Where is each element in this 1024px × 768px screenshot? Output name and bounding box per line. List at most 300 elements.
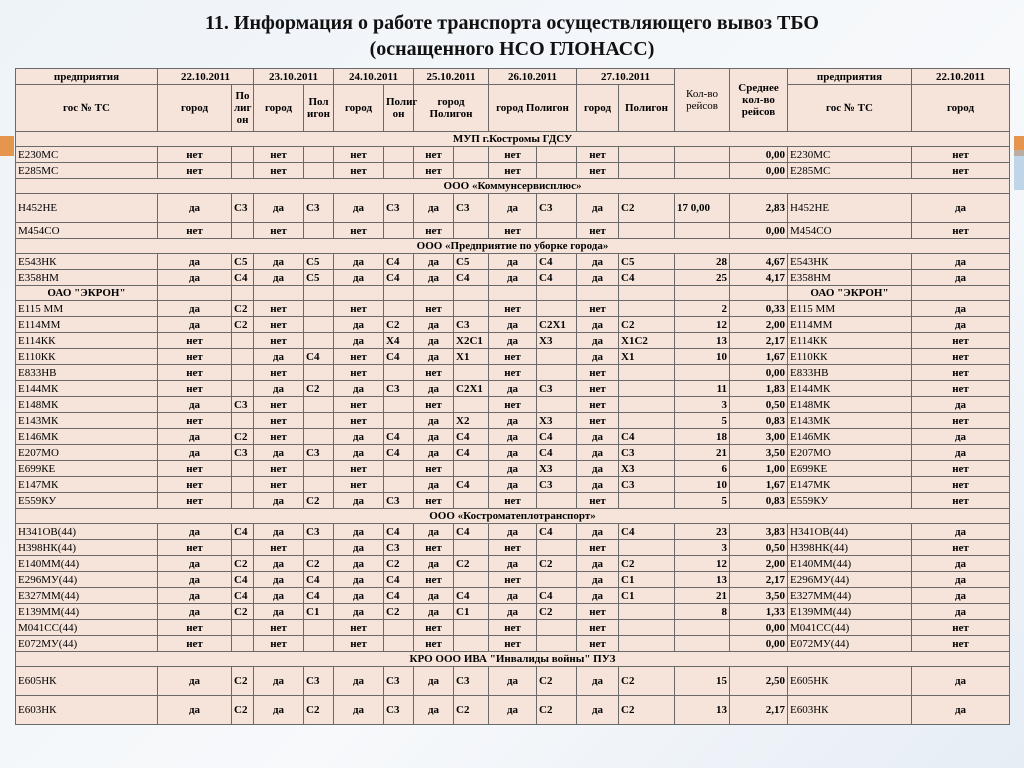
- empty-cell: [577, 286, 619, 301]
- table-cell: нет: [414, 163, 454, 179]
- table-cell: [304, 477, 334, 493]
- vehicle-number-repeat: Е115 ММ: [788, 301, 912, 317]
- table-cell: С5: [232, 254, 254, 270]
- table-cell: 2,17: [730, 572, 788, 588]
- table-cell: С2: [304, 696, 334, 725]
- vehicle-number: Е230МС: [16, 147, 158, 163]
- header-cell: 27.10.2011: [577, 69, 675, 85]
- vehicle-number: Н398НК(44): [16, 540, 158, 556]
- table-cell: нет: [254, 365, 304, 381]
- table-cell: нет: [254, 163, 304, 179]
- vehicle-number: Е833НВ: [16, 365, 158, 381]
- table-cell: нет: [577, 301, 619, 317]
- table-cell: 2: [675, 301, 730, 317]
- header-cell: гос № ТС: [788, 85, 912, 132]
- table-cell: 1,67: [730, 477, 788, 493]
- table-cell: нет: [577, 365, 619, 381]
- table-cell: Х1: [454, 349, 489, 365]
- table-cell: С5: [619, 254, 675, 270]
- table-cell: да: [912, 397, 1010, 413]
- table-cell: [384, 636, 414, 652]
- table-cell: да: [158, 667, 232, 696]
- table-cell: да: [158, 301, 232, 317]
- table-cell: [537, 540, 577, 556]
- section-row: [16, 286, 1010, 301]
- table-cell: С4: [619, 524, 675, 540]
- vehicle-number-repeat: Е543НК: [788, 254, 912, 270]
- table-cell: да: [489, 445, 537, 461]
- table-cell: нет: [489, 572, 537, 588]
- table-cell: [304, 540, 334, 556]
- table-cell: Х3: [619, 461, 675, 477]
- table-cell: С2: [454, 556, 489, 572]
- table-cell: 3,83: [730, 524, 788, 540]
- vehicle-number: Е114ММ: [16, 317, 158, 333]
- header-avg-trips: Среднее кол-во рейсов: [730, 69, 788, 132]
- table-cell: 0,50: [730, 397, 788, 413]
- table-cell: 3,00: [730, 429, 788, 445]
- table-cell: С2: [619, 556, 675, 572]
- table-cell: [384, 477, 414, 493]
- table-cell: Х2С1: [454, 333, 489, 349]
- table-cell: нет: [912, 381, 1010, 397]
- table-cell: С2: [232, 317, 254, 333]
- table-cell: нет: [414, 223, 454, 239]
- vehicle-number: Е139ММ(44): [16, 604, 158, 620]
- table-cell: [537, 397, 577, 413]
- table-cell: С3: [454, 194, 489, 223]
- table-cell: да: [577, 667, 619, 696]
- vehicle-number-repeat: Е285МС: [788, 163, 912, 179]
- table-cell: да: [912, 429, 1010, 445]
- table-cell: да: [489, 524, 537, 540]
- table-cell: [454, 493, 489, 509]
- table-cell: 2,17: [730, 333, 788, 349]
- section-row: [16, 179, 1010, 194]
- table-cell: [537, 620, 577, 636]
- empty-cell: [912, 286, 1010, 301]
- table-cell: 18: [675, 429, 730, 445]
- table-cell: нет: [912, 223, 1010, 239]
- table-cell: С3: [454, 317, 489, 333]
- vehicle-number-repeat: Е605НК: [788, 667, 912, 696]
- table-row: [16, 696, 1010, 725]
- table-cell: [675, 163, 730, 179]
- table-cell: нет: [912, 620, 1010, 636]
- table-cell: да: [414, 556, 454, 572]
- table-cell: С2: [232, 604, 254, 620]
- table-cell: [675, 636, 730, 652]
- table-cell: [232, 333, 254, 349]
- table-cell: 2,00: [730, 556, 788, 572]
- table-cell: 17 0,00: [675, 194, 730, 223]
- table-cell: С4: [384, 349, 414, 365]
- table-cell: [454, 163, 489, 179]
- table-cell: [454, 572, 489, 588]
- table-cell: [304, 317, 334, 333]
- table-cell: да: [489, 696, 537, 725]
- table-cell: 3,50: [730, 588, 788, 604]
- table-cell: да: [489, 604, 537, 620]
- table-cell: нет: [334, 397, 384, 413]
- table-cell: да: [414, 445, 454, 461]
- table-cell: [384, 461, 414, 477]
- table-cell: нет: [334, 163, 384, 179]
- table-cell: нет: [489, 147, 537, 163]
- vehicle-number-repeat: Е833НВ: [788, 365, 912, 381]
- table-cell: да: [912, 696, 1010, 725]
- table-cell: 0,00: [730, 620, 788, 636]
- table-row: [16, 445, 1010, 461]
- table-cell: 11: [675, 381, 730, 397]
- table-cell: 12: [675, 556, 730, 572]
- table-cell: да: [489, 270, 537, 286]
- table-cell: С2: [537, 667, 577, 696]
- table-cell: С4: [619, 270, 675, 286]
- table-row: [16, 270, 1010, 286]
- table-cell: [619, 636, 675, 652]
- table-cell: 8: [675, 604, 730, 620]
- table-cell: да: [577, 445, 619, 461]
- table-cell: Х3: [537, 333, 577, 349]
- table-cell: нет: [414, 540, 454, 556]
- table-cell: да: [334, 524, 384, 540]
- table-row: [16, 317, 1010, 333]
- table-cell: [454, 636, 489, 652]
- table-cell: С2: [232, 696, 254, 725]
- table-cell: С2: [304, 493, 334, 509]
- header-cell: город: [334, 85, 384, 132]
- table-row: [16, 461, 1010, 477]
- table-cell: нет: [489, 163, 537, 179]
- table-cell: да: [254, 588, 304, 604]
- table-cell: нет: [254, 636, 304, 652]
- table-row: [16, 667, 1010, 696]
- table-cell: С4: [304, 349, 334, 365]
- table-cell: нет: [158, 349, 232, 365]
- table-cell: нет: [254, 413, 304, 429]
- vehicle-number: Е358НМ: [16, 270, 158, 286]
- table-cell: С3: [232, 194, 254, 223]
- table-cell: да: [912, 556, 1010, 572]
- table-cell: 6: [675, 461, 730, 477]
- vehicle-number-repeat: Н398НК(44): [788, 540, 912, 556]
- table-cell: да: [334, 696, 384, 725]
- table-cell: С3: [304, 524, 334, 540]
- vehicle-number: Е543НК: [16, 254, 158, 270]
- table-cell: С3: [537, 194, 577, 223]
- vehicle-number: Е140ММ(44): [16, 556, 158, 572]
- table-cell: 3: [675, 540, 730, 556]
- table-cell: нет: [254, 429, 304, 445]
- table-cell: С3: [384, 667, 414, 696]
- table-cell: С4: [454, 445, 489, 461]
- empty-cell: [414, 286, 454, 301]
- table-cell: нет: [489, 540, 537, 556]
- table-cell: [304, 365, 334, 381]
- table-cell: С2: [619, 317, 675, 333]
- table-cell: [619, 147, 675, 163]
- table-cell: нет: [577, 223, 619, 239]
- header-cell: город: [912, 85, 1010, 132]
- vehicle-number: Е144МК: [16, 381, 158, 397]
- table-cell: Х1С2: [619, 333, 675, 349]
- table-cell: да: [334, 429, 384, 445]
- table-cell: С4: [304, 588, 334, 604]
- table-cell: С4: [384, 445, 414, 461]
- table-cell: [304, 461, 334, 477]
- table-cell: нет: [254, 461, 304, 477]
- table-cell: [384, 620, 414, 636]
- section-title: ООО «Коммунсервисплюс»: [16, 179, 1010, 194]
- table-cell: нет: [489, 636, 537, 652]
- table-cell: нет: [158, 365, 232, 381]
- table-cell: нет: [577, 604, 619, 620]
- table-cell: С3: [619, 445, 675, 461]
- table-cell: 0,00: [730, 365, 788, 381]
- table-cell: да: [334, 317, 384, 333]
- table-cell: С3: [304, 445, 334, 461]
- table-cell: [232, 163, 254, 179]
- table-cell: нет: [254, 223, 304, 239]
- vehicle-number-repeat: Е358НМ: [788, 270, 912, 286]
- table-cell: нет: [912, 365, 1010, 381]
- table-cell: да: [414, 667, 454, 696]
- table-cell: [232, 620, 254, 636]
- vehicle-number: Н452НЕ: [16, 194, 158, 223]
- table-cell: да: [254, 572, 304, 588]
- table-cell: С3: [384, 696, 414, 725]
- table-cell: да: [334, 194, 384, 223]
- table-row: [16, 588, 1010, 604]
- table-cell: С2Х1: [454, 381, 489, 397]
- table-cell: да: [489, 477, 537, 493]
- table-cell: да: [334, 667, 384, 696]
- vehicle-number-repeat: Е140ММ(44): [788, 556, 912, 572]
- table-cell: 0,00: [730, 163, 788, 179]
- vehicle-number-repeat: Е144МК: [788, 381, 912, 397]
- header-cell: Полиг он: [384, 85, 414, 132]
- table-cell: нет: [334, 349, 384, 365]
- table-cell: да: [912, 270, 1010, 286]
- table-cell: [232, 461, 254, 477]
- table-cell: нет: [912, 163, 1010, 179]
- table-cell: С1: [619, 572, 675, 588]
- table-cell: 21: [675, 445, 730, 461]
- table-cell: да: [577, 317, 619, 333]
- table-cell: С4: [384, 588, 414, 604]
- table-cell: Х2: [454, 413, 489, 429]
- table-cell: да: [158, 556, 232, 572]
- table-cell: да: [158, 588, 232, 604]
- table-cell: [619, 223, 675, 239]
- table-cell: [304, 429, 334, 445]
- vehicle-number-repeat: Е230МС: [788, 147, 912, 163]
- vehicle-number: Е148МК: [16, 397, 158, 413]
- vehicle-number-repeat: Е207МО: [788, 445, 912, 461]
- table-cell: [384, 147, 414, 163]
- table-cell: да: [254, 381, 304, 397]
- table-cell: нет: [577, 381, 619, 397]
- table-cell: [384, 301, 414, 317]
- table-cell: С4: [454, 477, 489, 493]
- table-cell: да: [577, 194, 619, 223]
- section-title: МУП г.Костромы ГДСУ: [16, 132, 1010, 147]
- vehicle-number: М454СО: [16, 223, 158, 239]
- table-cell: нет: [414, 301, 454, 317]
- table-cell: С2: [619, 696, 675, 725]
- right-accent-bar-blue: [1014, 150, 1024, 190]
- vehicle-number-repeat: Е110КК: [788, 349, 912, 365]
- table-cell: С3: [619, 477, 675, 493]
- table-cell: да: [414, 696, 454, 725]
- table-row: [16, 163, 1010, 179]
- table-cell: нет: [334, 477, 384, 493]
- table-cell: С4: [619, 429, 675, 445]
- table-cell: С4: [537, 429, 577, 445]
- table-cell: нет: [912, 461, 1010, 477]
- table-cell: нет: [158, 620, 232, 636]
- table-cell: 1,33: [730, 604, 788, 620]
- table-cell: да: [158, 254, 232, 270]
- table-cell: С2: [232, 429, 254, 445]
- header-cell: 23.10.2011: [254, 69, 334, 85]
- vehicle-number: Е296МУ(44): [16, 572, 158, 588]
- table-cell: С4: [384, 524, 414, 540]
- table-cell: С4: [384, 270, 414, 286]
- table-cell: да: [254, 556, 304, 572]
- vehicle-number-repeat: Е327ММ(44): [788, 588, 912, 604]
- table-cell: нет: [414, 620, 454, 636]
- table-cell: да: [158, 194, 232, 223]
- table-cell: [232, 147, 254, 163]
- table-cell: С2: [384, 556, 414, 572]
- table-cell: нет: [334, 223, 384, 239]
- vehicle-number: Е146МК: [16, 429, 158, 445]
- table-cell: 0,83: [730, 413, 788, 429]
- table-cell: нет: [912, 477, 1010, 493]
- table-cell: да: [577, 477, 619, 493]
- table-cell: нет: [158, 636, 232, 652]
- table-cell: да: [254, 270, 304, 286]
- table-cell: С4: [232, 270, 254, 286]
- table-cell: [232, 381, 254, 397]
- table-cell: да: [577, 588, 619, 604]
- header-cell: гос № ТС: [16, 85, 158, 132]
- vehicle-number-repeat: Е072МУ(44): [788, 636, 912, 652]
- table-cell: 2,00: [730, 317, 788, 333]
- table-row: [16, 636, 1010, 652]
- table-cell: нет: [158, 147, 232, 163]
- empty-cell: [304, 286, 334, 301]
- table-cell: нет: [334, 301, 384, 317]
- table-cell: да: [489, 254, 537, 270]
- table-row: [16, 477, 1010, 493]
- table-cell: нет: [254, 620, 304, 636]
- table-cell: нет: [158, 461, 232, 477]
- vehicle-number: Е285МС: [16, 163, 158, 179]
- vehicle-number-repeat: Е114ММ: [788, 317, 912, 333]
- table-cell: 0,33: [730, 301, 788, 317]
- table-row: [16, 349, 1010, 365]
- table-cell: да: [577, 556, 619, 572]
- table-cell: да: [158, 397, 232, 413]
- table-cell: С4: [304, 572, 334, 588]
- table-cell: [232, 636, 254, 652]
- table-cell: С3: [232, 445, 254, 461]
- table-cell: да: [334, 572, 384, 588]
- empty-cell: [489, 286, 537, 301]
- table-cell: [619, 163, 675, 179]
- table-cell: С4: [537, 270, 577, 286]
- table-cell: [619, 301, 675, 317]
- table-cell: да: [577, 349, 619, 365]
- table-cell: да: [158, 524, 232, 540]
- table-cell: С4: [537, 445, 577, 461]
- vehicle-number-repeat: Е147МК: [788, 477, 912, 493]
- empty-cell: [384, 286, 414, 301]
- table-cell: С4: [232, 572, 254, 588]
- table-cell: да: [577, 696, 619, 725]
- table-cell: да: [254, 349, 304, 365]
- left-accent-bar: [0, 136, 14, 156]
- table-cell: нет: [912, 540, 1010, 556]
- vehicle-number-repeat: Н452НЕ: [788, 194, 912, 223]
- vehicle-number-repeat: Е296МУ(44): [788, 572, 912, 588]
- table-cell: да: [254, 604, 304, 620]
- table-cell: да: [414, 477, 454, 493]
- table-cell: [304, 163, 334, 179]
- table-cell: 23: [675, 524, 730, 540]
- table-cell: [619, 604, 675, 620]
- table-cell: С4: [454, 429, 489, 445]
- table-cell: да: [489, 588, 537, 604]
- table-cell: нет: [489, 397, 537, 413]
- table-cell: нет: [489, 223, 537, 239]
- header-cell: Полигон: [619, 85, 675, 132]
- table-cell: да: [489, 556, 537, 572]
- table-cell: да: [334, 254, 384, 270]
- section-title: ОАО "ЭКРОН": [788, 286, 912, 301]
- header-cell: город Полигон: [489, 85, 577, 132]
- table-cell: [454, 397, 489, 413]
- table-cell: нет: [158, 493, 232, 509]
- table-cell: да: [158, 445, 232, 461]
- table-cell: да: [912, 194, 1010, 223]
- table-cell: да: [489, 667, 537, 696]
- table-cell: да: [489, 429, 537, 445]
- table-cell: да: [334, 604, 384, 620]
- table-cell: С3: [304, 194, 334, 223]
- vehicle-number-repeat: Е114КК: [788, 333, 912, 349]
- slide-title: [0, 10, 1024, 62]
- table-cell: да: [334, 333, 384, 349]
- table-cell: [304, 223, 334, 239]
- table-cell: [675, 223, 730, 239]
- vehicle-number: Н341ОВ(44): [16, 524, 158, 540]
- table-cell: С2: [232, 556, 254, 572]
- table-cell: 13: [675, 696, 730, 725]
- table-cell: [537, 365, 577, 381]
- table-cell: нет: [912, 333, 1010, 349]
- vehicle-number: Е110КК: [16, 349, 158, 365]
- table-cell: [454, 540, 489, 556]
- table-cell: 2,83: [730, 194, 788, 223]
- table-cell: Х4: [384, 333, 414, 349]
- table-cell: нет: [254, 147, 304, 163]
- header-cell: 25.10.2011: [414, 69, 489, 85]
- empty-cell: [675, 286, 730, 301]
